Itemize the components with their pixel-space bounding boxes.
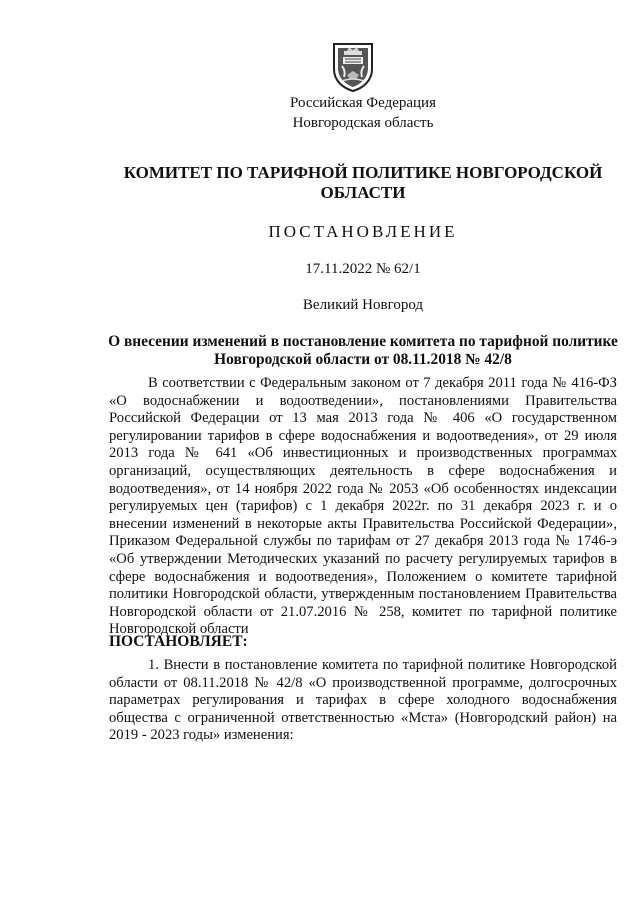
committee-title-line1: КОМИТЕТ ПО ТАРИФНОЙ ПОЛИТИКЕ НОВГОРОДСКОЙ xyxy=(123,163,603,182)
country-line: Российская Федерация xyxy=(290,95,436,111)
coat-of-arms-icon xyxy=(330,41,376,93)
decree-word: ПОСТАНОВЛЯЕТ: xyxy=(109,633,248,650)
subject-line1: О внесении изменений в постановление комитета по тарифной политике xyxy=(108,333,618,350)
preamble xyxy=(109,375,617,639)
document-type: ПОСТАНОВЛЕНИЕ xyxy=(268,222,458,241)
committee-title-line2: ОБЛАСТИ xyxy=(320,183,406,202)
date-number: 17.11.2022 № 62/1 xyxy=(305,261,421,277)
city: Великий Новгород xyxy=(302,297,424,313)
subject-line2: Новгородской области от 08.11.2018 № 42/8 xyxy=(214,351,512,368)
item-1 xyxy=(109,657,617,745)
region-line: Новгородская область xyxy=(292,115,434,131)
preamble-paragraph: В соответствии с Федеральным законом от 7 декабря 2011 года № 416-ФЗ «О водоснабжении и водоотведении», постановлениями Правительства Российской Федерации от 13 мая 2013 года № 406 «О государственном регулировании тарифов в сфере водоснабжения и водоотведения», от 29 июля 2013 года № 641 «Об инвестиционных и производственных программах организаций, осуществляющих деятельность в сфере водоснабжения и водоотведения», от 14 ноября 2022 года № 2053 «Об особенностях индексации регулируемых цен (тарифов) с 1 декабря 2022г. по 31 декабря 2023 г. и о внесении изменений в некоторые акты Правительства Российской Федерации», Приказом Федеральной службы по тарифам от 27 декабря 2013 года № 1746-э «Об утверждении Методических указаний по расчету регулируемых тарифов в сфере водоснабжения и водоотведения», Положением о комитете тарифной политики Новгородской области, утвержденным постановлением Правительства Новгородской области от 21.07.2016 № 258, комитет по тарифной политике Новгородской области xyxy=(109,375,617,638)
item-1-paragraph: 1. Внести в постановление комитета по тарифной политике Новгородской области от 08.11.2018 № 42/8 «О производственной программе, долгосрочных параметрах регулирования и тарифах в сфере холодного водоснабжения общества с ограниченной ответственностью «Мста» (Новгородский район) на 2019 - 2023 годы» изменения: xyxy=(109,657,617,744)
